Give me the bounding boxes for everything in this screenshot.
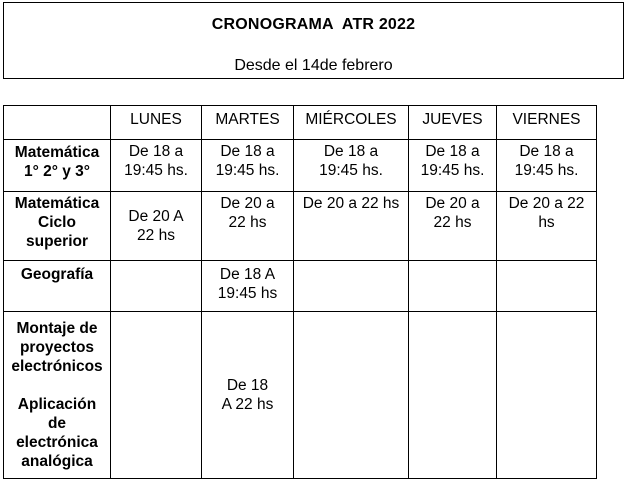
schedule-cell (111, 312, 202, 479)
schedule-cell: De 18 a 19:45 hs. (294, 140, 409, 192)
subject-line: de (47, 415, 67, 432)
subject-line: Geografía (20, 266, 94, 283)
schedule-cell: De 18 a 19:45 hs. (497, 140, 597, 192)
day-header-martes: MARTES (202, 106, 294, 140)
schedule-cell: De 18 a 19:45 hs. (111, 140, 202, 192)
table-row (4, 140, 597, 192)
schedule-cell (294, 312, 409, 479)
corner-cell (4, 106, 111, 140)
table-row (4, 192, 597, 261)
schedule-cell: De 20 a 22 hs (497, 192, 597, 261)
subject-line: superior (25, 233, 88, 250)
subject-cell (4, 312, 111, 479)
subject-line: 1° 2° y 3° (24, 163, 90, 180)
subject-line: electrónicos (11, 358, 103, 375)
subject-line: Aplicación (17, 396, 97, 413)
page-subtitle: Desde el 14de febrero (234, 57, 393, 74)
schedule-table (3, 105, 597, 479)
schedule-cell (497, 261, 597, 312)
subject-line: proyectos (19, 339, 95, 356)
subject-line: analógica (21, 453, 93, 470)
schedule-cell: De 18 a 19:45 hs. (202, 140, 294, 192)
subject-line: Ciclo (38, 214, 76, 231)
schedule-cell: De 20 a 22 hs (409, 192, 497, 261)
header-box (3, 2, 624, 79)
table-row (4, 261, 597, 312)
subject-line: Montaje de (16, 320, 98, 337)
table-row (4, 312, 597, 479)
schedule-cell: De 18 A 19:45 hs (202, 261, 294, 312)
day-header-miercoles: MIÉRCOLES (294, 106, 409, 140)
schedule-cell (409, 312, 497, 479)
schedule-cell: De 20 A 22 hs (111, 192, 202, 261)
subject-cell (4, 192, 111, 261)
schedule-cell (497, 312, 597, 479)
table-header-row (4, 106, 597, 140)
day-header-jueves: JUEVES (409, 106, 497, 140)
page-title: CRONOGRAMA ATR 2022 (211, 16, 416, 33)
schedule-cell (294, 261, 409, 312)
subject-cell (4, 261, 111, 312)
subject-line: Matemática (14, 144, 100, 161)
subject-line: Matemática (14, 195, 100, 212)
schedule-cell: De 18 a 19:45 hs. (409, 140, 497, 192)
subject-cell (4, 140, 111, 192)
schedule-cell (409, 261, 497, 312)
day-header-lunes: LUNES (111, 106, 202, 140)
schedule-cell: De 20 a 22 hs (294, 192, 409, 261)
subject-line: electrónica (16, 434, 98, 451)
day-header-viernes: VIERNES (497, 106, 597, 140)
schedule-cell: De 20 a 22 hs (202, 192, 294, 261)
schedule-cell (111, 261, 202, 312)
schedule-cell: De 18 A 22 hs (202, 312, 294, 479)
